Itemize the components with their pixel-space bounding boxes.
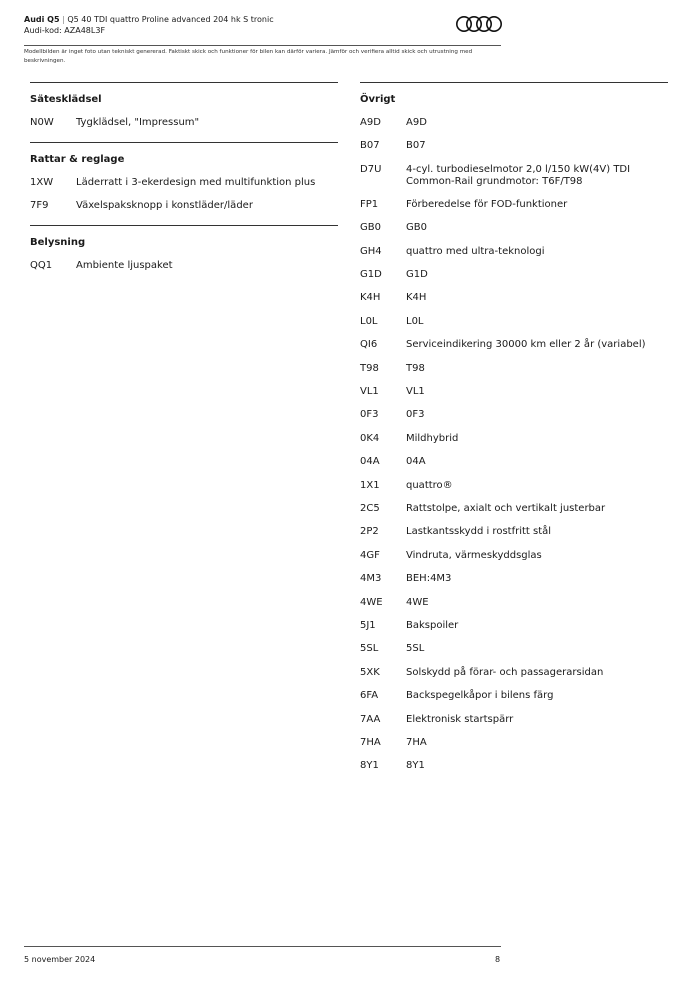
equipment-description: T98 bbox=[406, 362, 425, 374]
equipment-code: 1X1 bbox=[360, 479, 380, 491]
vehicle-title bbox=[24, 15, 274, 24]
equipment-code: A9D bbox=[360, 117, 381, 128]
section-heading: Övrigt bbox=[360, 94, 396, 105]
equipment-code: T98 bbox=[360, 362, 379, 374]
equipment-code: 04A bbox=[360, 456, 380, 468]
equipment-description-continued: Common-Rail grundmotor: T6F/T98 bbox=[406, 175, 583, 187]
equipment-code: FP1 bbox=[360, 198, 379, 210]
footer-date: 5 november 2024 bbox=[24, 955, 96, 964]
equipment-description: VL1 bbox=[406, 386, 425, 397]
equipment-code: 5SL bbox=[360, 643, 379, 655]
equipment-code: VL1 bbox=[360, 386, 379, 397]
equipment-description: Bakspoiler bbox=[406, 620, 459, 631]
section-divider bbox=[30, 225, 338, 226]
equipment-code: 0F3 bbox=[360, 409, 379, 421]
equipment-description: 4WE bbox=[406, 596, 429, 608]
equipment-code: 5XK bbox=[360, 666, 380, 678]
equipment-description: Mildhybrid bbox=[406, 432, 459, 444]
page-number: 8 bbox=[495, 955, 501, 964]
equipment-code: B07 bbox=[360, 140, 380, 152]
equipment-description: Tygklädsel, "Impressum" bbox=[76, 117, 200, 128]
equipment-description: Ambiente ljuspaket bbox=[76, 260, 173, 271]
equipment-code: 4GF bbox=[360, 549, 380, 561]
equipment-code: 1XW bbox=[30, 177, 54, 188]
equipment-code: GH4 bbox=[360, 245, 382, 257]
equipment-description: Förberedelse för FOD-funktioner bbox=[406, 198, 568, 210]
equipment-description: 5SL bbox=[406, 643, 425, 655]
equipment-code: 2C5 bbox=[360, 503, 380, 514]
title-separator: | bbox=[62, 15, 65, 24]
section-heading: Sätesklädsel bbox=[30, 94, 102, 105]
equipment-code: 7HA bbox=[360, 737, 381, 748]
equipment-description: Rattstolpe, axialt och vertikalt justerbar bbox=[406, 503, 606, 514]
equipment-description: quattro® bbox=[406, 479, 453, 491]
audi-rings-logo-icon bbox=[455, 14, 503, 34]
equipment-code: 2P2 bbox=[360, 526, 379, 538]
equipment-description: 4-cyl. turbodieselmotor 2,0 l/150 kW(4V) TDI bbox=[406, 163, 631, 175]
equipment-description: Läderratt i 3-ekerdesign med multifunktion plus bbox=[76, 177, 316, 188]
equipment-code: GB0 bbox=[360, 222, 381, 234]
section-heading: Rattar & reglage bbox=[30, 154, 125, 165]
equipment-code: 0K4 bbox=[360, 432, 380, 444]
equipment-description: Solskydd på förar- och passagerarsidan bbox=[406, 666, 604, 678]
equipment-code: K4H bbox=[360, 292, 381, 304]
equipment-description: Elektronisk startspärr bbox=[406, 713, 514, 725]
audi-code: Audi-kod: AZA48L3F bbox=[24, 26, 106, 35]
equipment-description: 0F3 bbox=[406, 409, 425, 421]
equipment-description: K4H bbox=[406, 292, 427, 304]
model-name: Audi Q5 bbox=[24, 15, 60, 24]
equipment-code: G1D bbox=[360, 269, 382, 280]
equipment-description: A9D bbox=[406, 117, 427, 128]
equipment-code: D7U bbox=[360, 163, 382, 175]
equipment-description: B07 bbox=[406, 140, 426, 152]
equipment-description: L0L bbox=[406, 315, 424, 327]
equipment-code: 4WE bbox=[360, 596, 383, 608]
equipment-description: Lastkantsskydd i rostfritt stål bbox=[406, 526, 552, 538]
disclaimer-text: Modellbilden är inget foto utan tekniskt genererad. Faktiskt skick och funktioner för bilen kan därför variera. Jämför och verifiera alltid skick och utrustning med beskrivningen. bbox=[24, 49, 473, 64]
equipment-description: BEH:4M3 bbox=[406, 573, 452, 585]
section-divider bbox=[30, 82, 338, 83]
equipment-description: quattro med ultra-teknologi bbox=[406, 245, 545, 257]
equipment-description: 04A bbox=[406, 456, 426, 468]
section-divider bbox=[30, 142, 338, 143]
equipment-description: Växelspaksknopp i konstläder/läder bbox=[76, 200, 253, 211]
equipment-description: GB0 bbox=[406, 222, 427, 234]
variant-name: Q5 40 TDI quattro Proline advanced 204 hk S tronic bbox=[67, 15, 274, 24]
equipment-code: QQ1 bbox=[30, 260, 53, 271]
equipment-code: 7AA bbox=[360, 713, 381, 725]
equipment-code: QI6 bbox=[360, 339, 378, 351]
equipment-description: Vindruta, värmeskyddsglas bbox=[406, 549, 542, 561]
footer-divider bbox=[24, 946, 501, 947]
header-divider bbox=[24, 45, 501, 46]
equipment-code: 4M3 bbox=[360, 573, 382, 585]
equipment-description: G1D bbox=[406, 269, 428, 280]
equipment-description: 7HA bbox=[406, 737, 427, 748]
equipment-description: 8Y1 bbox=[406, 760, 425, 772]
equipment-code: 5J1 bbox=[360, 620, 376, 631]
equipment-description: Serviceindikering 30000 km eller 2 år (variabel) bbox=[406, 339, 646, 351]
equipment-code: 8Y1 bbox=[360, 760, 379, 772]
section-heading: Belysning bbox=[30, 237, 86, 248]
equipment-code: N0W bbox=[30, 117, 54, 128]
equipment-code: 6FA bbox=[360, 690, 379, 702]
equipment-code: L0L bbox=[360, 315, 378, 327]
equipment-code: 7F9 bbox=[30, 200, 49, 211]
section-divider bbox=[360, 82, 668, 83]
equipment-description: Backspegelkåpor i bilens färg bbox=[406, 690, 554, 702]
